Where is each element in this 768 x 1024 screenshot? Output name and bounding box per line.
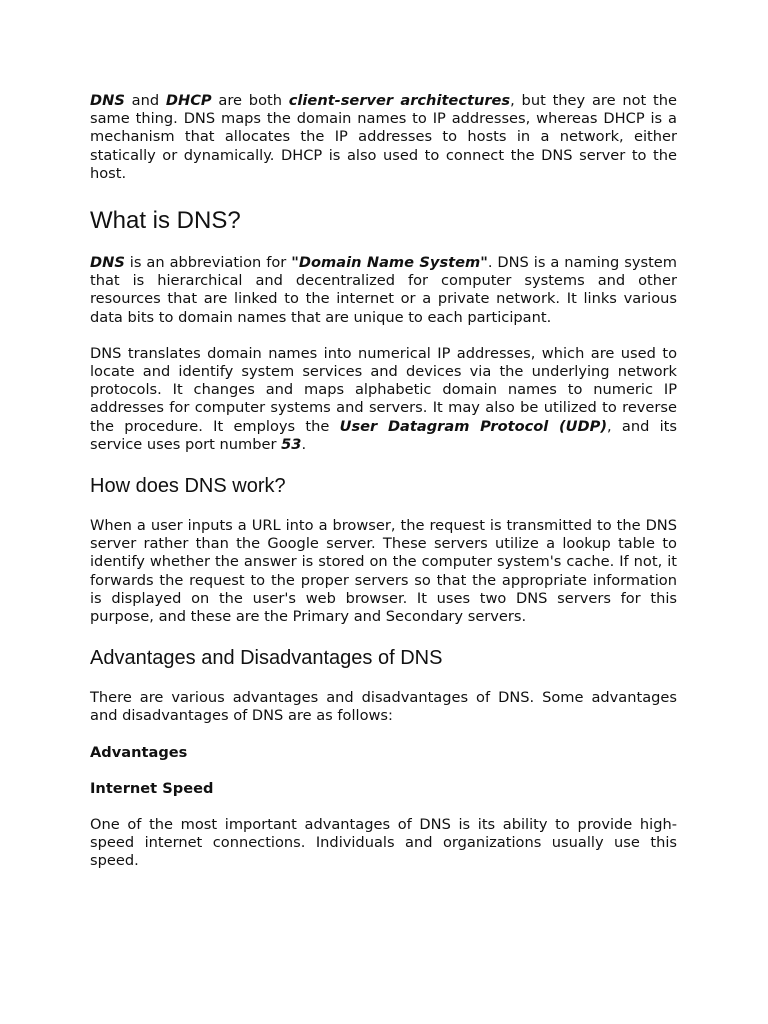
intro-architecture-term: client-server architectures bbox=[288, 92, 511, 109]
internet-speed-paragraph: One of the most important advantages of DNS is its ability to provide high-speed internet connections. Individuals and organizations usually use this speed. bbox=[90, 816, 677, 870]
advantages-label: Advantages bbox=[90, 743, 188, 761]
domain-name-system-term: "Domain Name System" bbox=[291, 254, 488, 272]
intro-text-are-both: are both bbox=[211, 92, 289, 109]
document-page bbox=[90, 92, 677, 871]
how-dns-works-paragraph: When a user inputs a URL into a browser, the request is transmitted to the DNS server rather than the Google server. These servers utilize a lookup table to identify whether the answer is stored on the computer system's cache. If not, it forwards the request to the proper servers so that the appropriate information is displayed on the user's web browser. It uses two DNS servers for this purpose, and these are the Primary and Secondary servers. bbox=[90, 517, 677, 626]
internet-speed-label: Internet Speed bbox=[90, 779, 214, 797]
what-is-dns-p2-text-c: . bbox=[301, 435, 307, 453]
intro-text-and: and bbox=[124, 92, 166, 109]
intro-dhcp-term: DHCP bbox=[165, 92, 212, 109]
intro-paragraph bbox=[90, 92, 677, 183]
intro-text-rest: , but they are not the same thing. DNS maps the domain names to IP addresses, whereas DHCP is a mechanism that allocates the IP addresses to hosts in a network, either statically or dynamically. DHCP is also used to connect the DNS server to the host. bbox=[90, 92, 677, 182]
abbreviation-text: is an abbreviation for bbox=[124, 254, 292, 272]
udp-term: User Datagram Protocol (UDP) bbox=[339, 417, 607, 435]
what-is-dns-paragraph-1 bbox=[90, 254, 677, 327]
what-is-dns-p2-text-b: , and its service uses port number bbox=[90, 417, 677, 453]
what-is-dns-p1-rest: . DNS is a naming system that is hierarchical and decentralized for computer systems and other resources that are linked to the internet or a private network. It links various data bits to domain names that are unique to each participant. bbox=[90, 254, 677, 326]
heading-how-does-dns-work: How does DNS work? bbox=[90, 475, 286, 498]
what-is-dns-p2-text-a: DNS translates domain names into numerical IP addresses, which are used to locate and identify system services and devices via the underlying network protocols. It changes and maps alphabetic domain names to numeric IP addresses for computer systems and servers. It may also be utilized to reverse the procedure. It employs the bbox=[90, 344, 677, 435]
port-number: 53 bbox=[281, 435, 302, 453]
what-is-dns-paragraph-2 bbox=[90, 345, 677, 454]
intro-dns-term: DNS bbox=[90, 92, 125, 109]
adv-disadv-paragraph: There are various advantages and disadvantages of DNS. Some advantages and disadvantages of DNS are as follows: bbox=[90, 689, 677, 725]
dns-term: DNS bbox=[90, 254, 125, 272]
heading-advantages-disadvantages: Advantages and Disadvantages of DNS bbox=[90, 647, 443, 670]
heading-what-is-dns: What is DNS? bbox=[90, 207, 241, 235]
